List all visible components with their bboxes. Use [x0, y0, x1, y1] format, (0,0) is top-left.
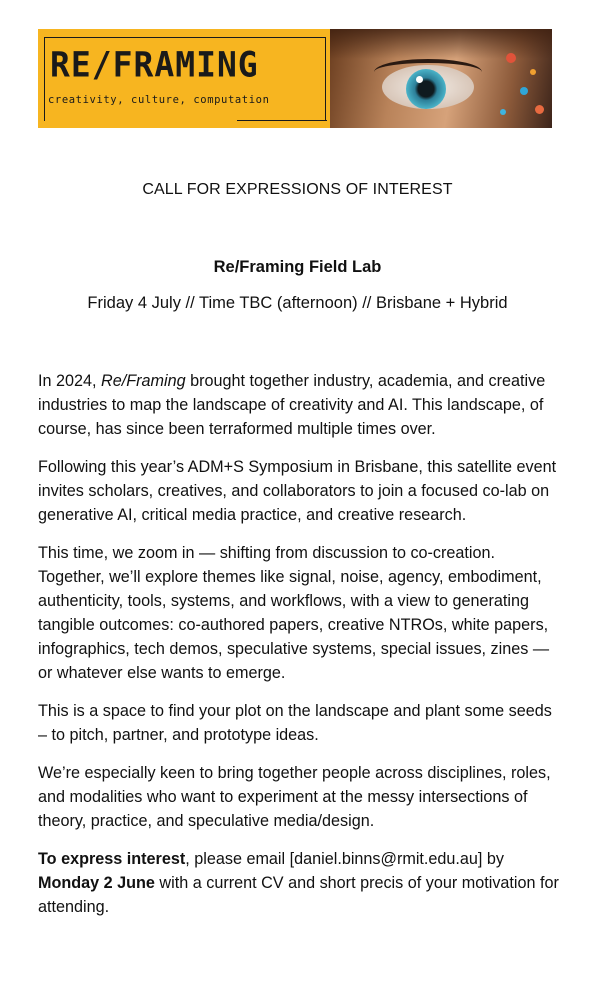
express-text-b: with a current CV and short precis of your motivation for attending. [38, 874, 559, 916]
intro-text-a: In 2024, [38, 372, 102, 390]
eye-iris [406, 69, 446, 109]
express-text-a: , please email [daniel.binns@rmit.edu.au] by [185, 850, 505, 868]
paragraph-themes: This time, we zoom in — shifting from discussion to co-creation. Together, we’ll explore themes like signal, noise, agency, embodiment, authenticity, tools, systems, and workflows, with a view to generating tangible outcomes: co-authored papers, creative NTROs, white papers, infographics, tech demos, speculative systems, special issues, zines — or whatever else wants to emerge. [38, 544, 550, 682]
body-text [38, 369, 560, 933]
banner-subtitle: creativity, culture, computation [48, 94, 270, 106]
paint-dot [506, 53, 516, 63]
paint-dot [500, 109, 506, 115]
call-heading: CALL FOR EXPRESSIONS OF INTEREST [142, 181, 453, 198]
eye-glint [416, 76, 423, 83]
paragraph-intro [38, 369, 560, 441]
event-meta: Friday 4 July // Time TBC (afternoon) // Brisbane + Hybrid [87, 294, 508, 312]
paint-dot [535, 105, 544, 114]
event-title: Re/Framing Field Lab [213, 258, 382, 276]
paragraph-symposium: Following this year’s ADM+S Symposium in Brisbane, this satellite event invites scholars, creatives, and collaborators to join a focused co-lab on generative AI, critical media practice, and creative research. [38, 458, 557, 524]
banner [38, 29, 552, 128]
paragraph-express-interest [38, 847, 560, 919]
express-interest-label: To express interest [38, 850, 186, 868]
paragraph-space: This is a space to find your plot on the landscape and plant some seeds – to pitch, partner, and prototype ideas. [38, 702, 552, 744]
paint-dot [520, 87, 528, 95]
deadline-date: Monday 2 June [38, 874, 155, 892]
eye-skin-shadow [330, 29, 552, 59]
banner-title: RE/FRAMING [50, 44, 259, 85]
paint-dot [530, 69, 536, 75]
banner-logo-panel [38, 29, 330, 128]
paragraph-disciplines: We’re especially keen to bring together people across disciplines, roles, and modalities who want to experiment at the messy intersections of theory, practice, and speculative media/design. [38, 764, 551, 830]
eye-image [330, 29, 552, 128]
intro-emphasis: Re/Framing [101, 372, 186, 390]
intro-text-b: brought together industry, academia, and creative industries to map the landscape of creativity and AI. This landscape, of course, has since been terraformed multiple times over. [38, 372, 546, 438]
